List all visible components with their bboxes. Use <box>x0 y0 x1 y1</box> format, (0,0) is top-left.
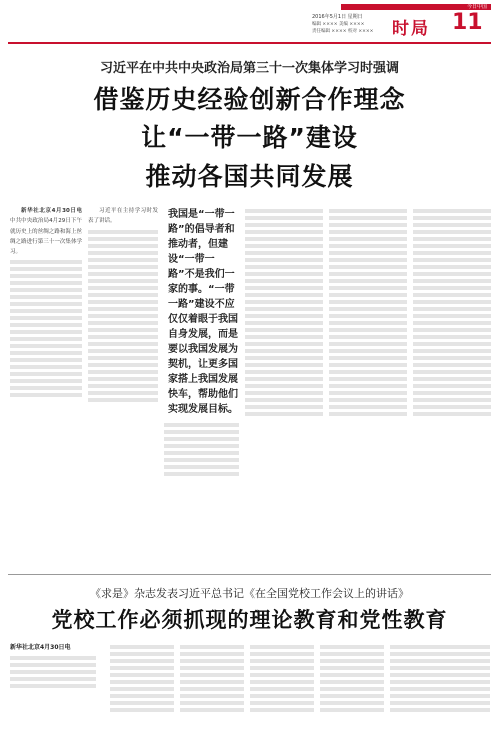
unreadable-text <box>245 293 323 297</box>
unreadable-text <box>413 370 491 374</box>
article2-lead-column <box>10 642 96 744</box>
unreadable-text <box>320 694 384 698</box>
unreadable-text <box>390 694 490 698</box>
unreadable-text <box>10 351 82 355</box>
unreadable-text <box>329 335 407 339</box>
unreadable-text <box>413 314 491 318</box>
unreadable-text <box>329 237 407 241</box>
unreadable-text <box>10 323 82 327</box>
unreadable-text <box>88 363 158 367</box>
pull-quote: 我国是“一带一路”的倡导者和推动者，但建设“一带一路”不是我们一家的事。“一带一路”建设不应仅仅着眼于我国自身发展，而是要以我国发展为契机，让更多国家搭上我国发展快车，帮助他们实现发展目标。 <box>168 209 238 415</box>
unreadable-text <box>10 358 82 362</box>
unreadable-text <box>320 687 384 691</box>
unreadable-text <box>110 701 174 705</box>
unreadable-text <box>390 708 490 712</box>
unreadable-text <box>413 293 491 297</box>
unreadable-text <box>110 659 174 663</box>
article1-headline-line: 借鉴历史经验创新合作理念 <box>93 85 406 114</box>
unreadable-text <box>390 673 490 677</box>
unreadable-text <box>180 687 244 691</box>
unreadable-text <box>88 244 158 248</box>
unreadable-text <box>413 412 491 416</box>
unreadable-text <box>390 680 490 684</box>
unreadable-text <box>413 272 491 276</box>
page-number: 11 <box>452 10 483 35</box>
unreadable-text <box>250 659 314 663</box>
unreadable-text <box>245 258 323 262</box>
section-divider <box>8 574 491 575</box>
unreadable-text <box>88 307 158 311</box>
unreadable-text <box>88 300 158 304</box>
unreadable-text <box>88 272 158 276</box>
unreadable-text <box>245 279 323 283</box>
unreadable-text <box>245 300 323 304</box>
unreadable-text <box>180 659 244 663</box>
unreadable-text <box>10 344 82 348</box>
unreadable-text <box>180 708 244 712</box>
unreadable-text <box>10 260 82 264</box>
unreadable-text <box>10 288 82 292</box>
brand-name: 今日中国 <box>466 4 487 10</box>
unreadable-text <box>320 673 384 677</box>
unreadable-text <box>88 279 158 283</box>
unreadable-text <box>329 293 407 297</box>
unreadable-text <box>413 342 491 346</box>
article2-column <box>320 642 384 744</box>
unreadable-text <box>250 645 314 649</box>
unreadable-text <box>10 316 82 320</box>
unreadable-text <box>320 701 384 705</box>
unreadable-text <box>10 295 82 299</box>
unreadable-text <box>329 405 407 409</box>
unreadable-text <box>245 398 323 402</box>
unreadable-text <box>88 356 158 360</box>
unreadable-text <box>329 307 407 311</box>
unreadable-text <box>10 365 82 369</box>
unreadable-text <box>10 372 82 376</box>
unreadable-text <box>164 465 239 469</box>
unreadable-text <box>320 645 384 649</box>
editor-credits <box>312 21 373 35</box>
unreadable-text <box>88 398 158 402</box>
article2-kicker: 《求是》杂志发表习近平总书记《在全国党校工作会议上的讲话》 <box>90 587 409 600</box>
unreadable-text <box>164 430 239 434</box>
unreadable-text <box>413 244 491 248</box>
unreadable-text <box>329 370 407 374</box>
article1-column <box>164 420 239 510</box>
unreadable-text <box>245 405 323 409</box>
unreadable-text <box>413 237 491 241</box>
unreadable-text <box>245 349 323 353</box>
unreadable-text <box>110 652 174 656</box>
unreadable-text <box>413 405 491 409</box>
unreadable-text <box>413 356 491 360</box>
unreadable-text <box>88 377 158 381</box>
article2-headline: 党校工作必须抓现的理论教育和党性教育 <box>51 608 448 632</box>
unreadable-text <box>329 265 407 269</box>
unreadable-text <box>10 670 96 674</box>
unreadable-text <box>245 391 323 395</box>
unreadable-text <box>329 286 407 290</box>
unreadable-text <box>164 444 239 448</box>
unreadable-text <box>88 391 158 395</box>
article1-column <box>329 206 407 506</box>
article1-headline-line: 推动各国共同发展 <box>145 162 354 191</box>
unreadable-text <box>110 687 174 691</box>
unreadable-text <box>329 300 407 304</box>
unreadable-text <box>88 384 158 388</box>
unreadable-text <box>180 645 244 649</box>
unreadable-text <box>180 673 244 677</box>
article2-column <box>180 642 244 744</box>
unreadable-text <box>390 645 490 649</box>
unreadable-text <box>180 666 244 670</box>
unreadable-text <box>413 279 491 283</box>
unreadable-text <box>245 307 323 311</box>
unreadable-text <box>88 370 158 374</box>
unreadable-text <box>10 337 82 341</box>
unreadable-text <box>390 687 490 691</box>
unreadable-text <box>245 237 323 241</box>
unreadable-text <box>245 244 323 248</box>
unreadable-text <box>245 342 323 346</box>
unreadable-text <box>413 258 491 262</box>
unreadable-text <box>88 258 158 262</box>
section-title: 时局 <box>392 19 430 39</box>
article2-column <box>110 642 174 744</box>
unreadable-text <box>164 451 239 455</box>
unreadable-text <box>329 398 407 402</box>
unreadable-text <box>110 708 174 712</box>
unreadable-text <box>413 209 491 213</box>
unreadable-text <box>329 279 407 283</box>
column-text: 中共中央政治局4月29日下午就历史上的丝绸之路和海上丝绸之路进行第三十一次集体学习。 <box>10 218 82 256</box>
unreadable-text <box>110 673 174 677</box>
unreadable-text <box>245 384 323 388</box>
unreadable-text <box>250 680 314 684</box>
unreadable-text <box>10 663 96 667</box>
unreadable-text <box>390 666 490 670</box>
unreadable-text <box>245 363 323 367</box>
article1-column <box>88 206 158 506</box>
unreadable-text <box>413 265 491 269</box>
article1-column <box>10 206 82 506</box>
editor-line: 编辑 ×××× 美编 ×××× <box>312 22 365 27</box>
unreadable-text <box>329 209 407 213</box>
unreadable-text <box>10 330 82 334</box>
unreadable-text <box>245 328 323 332</box>
unreadable-text <box>88 265 158 269</box>
unreadable-text <box>164 472 239 476</box>
unreadable-text <box>180 652 244 656</box>
unreadable-text <box>413 216 491 220</box>
unreadable-text <box>10 267 82 271</box>
unreadable-text <box>10 677 96 681</box>
unreadable-text <box>245 314 323 318</box>
unreadable-text <box>10 393 82 397</box>
unreadable-text <box>329 328 407 332</box>
unreadable-text <box>250 701 314 705</box>
header-rule <box>8 42 491 44</box>
unreadable-text <box>413 384 491 388</box>
unreadable-text <box>110 666 174 670</box>
unreadable-text <box>10 386 82 390</box>
unreadable-text <box>250 687 314 691</box>
article2-column <box>250 642 314 744</box>
unreadable-text <box>88 286 158 290</box>
unreadable-text <box>110 694 174 698</box>
unreadable-text <box>245 370 323 374</box>
unreadable-text <box>10 302 82 306</box>
unreadable-text <box>245 412 323 416</box>
unreadable-text <box>250 652 314 656</box>
unreadable-text <box>10 379 82 383</box>
unreadable-text <box>245 223 323 227</box>
unreadable-text <box>329 230 407 234</box>
unreadable-text <box>164 437 239 441</box>
article1-dateline: 新华社北京4月30日电 <box>21 208 82 214</box>
article1-column <box>413 206 491 506</box>
unreadable-text <box>88 349 158 353</box>
article2-dateline: 新华社北京4月30日电 <box>10 644 71 651</box>
unreadable-text <box>413 300 491 304</box>
unreadable-text <box>250 666 314 670</box>
unreadable-text <box>245 272 323 276</box>
unreadable-text <box>110 680 174 684</box>
unreadable-text <box>329 342 407 346</box>
unreadable-text <box>10 274 82 278</box>
unreadable-text <box>413 321 491 325</box>
unreadable-text <box>329 391 407 395</box>
unreadable-text <box>329 314 407 318</box>
unreadable-text <box>88 251 158 255</box>
article1-kicker: 习近平在中共中央政治局第三十一次集体学习时强调 <box>99 61 399 76</box>
unreadable-text <box>329 377 407 381</box>
unreadable-text <box>320 652 384 656</box>
unreadable-text <box>390 659 490 663</box>
unreadable-text <box>88 328 158 332</box>
column-text: 习近平在主持学习时发表了讲话。 <box>88 208 158 225</box>
article1-column <box>245 206 323 506</box>
unreadable-text <box>245 286 323 290</box>
unreadable-text <box>10 656 96 660</box>
unreadable-text <box>329 349 407 353</box>
unreadable-text <box>413 223 491 227</box>
unreadable-text <box>245 321 323 325</box>
unreadable-text <box>329 223 407 227</box>
unreadable-text <box>329 244 407 248</box>
unreadable-text <box>320 666 384 670</box>
unreadable-text <box>180 701 244 705</box>
unreadable-text <box>245 377 323 381</box>
unreadable-text <box>88 335 158 339</box>
unreadable-text <box>88 230 158 234</box>
unreadable-text <box>329 412 407 416</box>
article2-column <box>390 642 490 744</box>
unreadable-text <box>10 281 82 285</box>
unreadable-text <box>413 335 491 339</box>
unreadable-text <box>413 286 491 290</box>
unreadable-text <box>88 237 158 241</box>
unreadable-text <box>329 216 407 220</box>
unreadable-text <box>164 458 239 462</box>
unreadable-text <box>245 265 323 269</box>
unreadable-text <box>329 321 407 325</box>
unreadable-text <box>164 423 239 427</box>
unreadable-text <box>180 694 244 698</box>
unreadable-text <box>320 680 384 684</box>
issue-date: 2016年5月1日 星期日 <box>312 14 363 20</box>
unreadable-text <box>413 251 491 255</box>
unreadable-text <box>413 398 491 402</box>
unreadable-text <box>390 652 490 656</box>
unreadable-text <box>320 659 384 663</box>
unreadable-text <box>88 342 158 346</box>
unreadable-text <box>329 272 407 276</box>
unreadable-text <box>413 377 491 381</box>
unreadable-text <box>180 680 244 684</box>
unreadable-text <box>329 251 407 255</box>
unreadable-text <box>329 384 407 388</box>
editor-line: 责任编辑 ×××× 校对 ×××× <box>312 29 374 34</box>
unreadable-text <box>413 328 491 332</box>
unreadable-text <box>245 251 323 255</box>
unreadable-text <box>250 708 314 712</box>
unreadable-text <box>88 293 158 297</box>
article1-headline-line: 让“一带一路”建设 <box>141 123 358 152</box>
unreadable-text <box>413 230 491 234</box>
unreadable-text <box>245 209 323 213</box>
unreadable-text <box>329 363 407 367</box>
unreadable-text <box>245 356 323 360</box>
unreadable-text <box>320 708 384 712</box>
unreadable-text <box>413 349 491 353</box>
unreadable-text <box>245 335 323 339</box>
masthead <box>0 0 499 46</box>
unreadable-text <box>88 321 158 325</box>
unreadable-text <box>390 701 490 705</box>
unreadable-text <box>329 258 407 262</box>
unreadable-text <box>250 673 314 677</box>
unreadable-text <box>10 309 82 313</box>
unreadable-text <box>10 684 96 688</box>
unreadable-text <box>413 391 491 395</box>
unreadable-text <box>413 363 491 367</box>
unreadable-text <box>329 356 407 360</box>
unreadable-text <box>245 230 323 234</box>
unreadable-text <box>88 314 158 318</box>
unreadable-text <box>245 216 323 220</box>
unreadable-text <box>413 307 491 311</box>
unreadable-text <box>110 645 174 649</box>
unreadable-text <box>250 694 314 698</box>
